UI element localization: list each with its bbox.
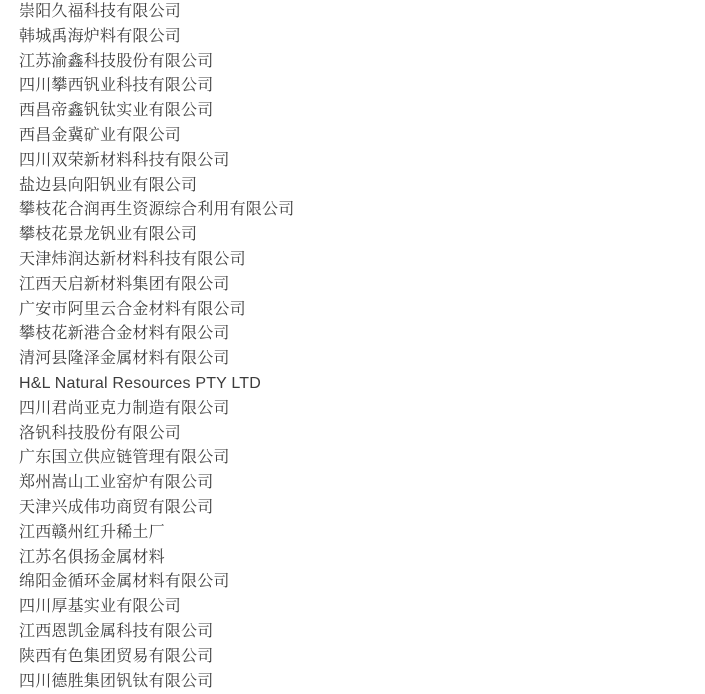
- company-list-item[interactable]: 崇阳久福科技有限公司: [19, 3, 182, 20]
- company-list-item[interactable]: 洛钒科技股份有限公司: [19, 424, 182, 442]
- company-list-item[interactable]: 攀枝花景龙钒业有限公司: [19, 226, 198, 244]
- company-list-item[interactable]: 江西天启新材料集团有限公司: [19, 275, 230, 293]
- company-list-item[interactable]: 西昌帝鑫钒钛实业有限公司: [19, 102, 214, 120]
- company-list-item[interactable]: 四川德胜集团钒钛有限公司: [19, 672, 214, 690]
- company-list-item[interactable]: 四川君尚亚克力制造有限公司: [19, 399, 230, 417]
- company-list-item[interactable]: 四川双荣新材料科技有限公司: [19, 151, 230, 169]
- company-list-item[interactable]: H&L Natural Resources PTY LTD: [19, 374, 262, 392]
- company-list-item[interactable]: 江苏渝鑫科技股份有限公司: [19, 52, 214, 70]
- company-list-item[interactable]: 绵阳金循环金属材料有限公司: [19, 573, 230, 591]
- company-list-item[interactable]: 攀枝花合润再生资源综合利用有限公司: [19, 201, 295, 219]
- company-list-item[interactable]: 韩城禹海炉料有限公司: [19, 27, 182, 45]
- company-list-item[interactable]: 江西恩凯金属科技有限公司: [19, 622, 214, 640]
- company-list-item[interactable]: 江西赣州红升稀土厂: [19, 523, 165, 541]
- company-list-item[interactable]: 盐边县向阳钒业有限公司: [19, 176, 198, 194]
- company-list-item[interactable]: 天津兴成伟功商贸有限公司: [19, 498, 214, 516]
- company-list-item[interactable]: 四川厚基实业有限公司: [19, 598, 182, 616]
- company-list-item[interactable]: 西昌金冀矿业有限公司: [19, 126, 182, 144]
- company-list-item[interactable]: 广东国立供应链管理有限公司: [19, 449, 230, 467]
- company-list-item[interactable]: 江苏名俱扬金属材料: [19, 548, 165, 566]
- company-list-item[interactable]: 郑州嵩山工业窑炉有限公司: [19, 474, 214, 492]
- company-list-item[interactable]: 四川攀西钒业科技有限公司: [19, 77, 214, 95]
- company-list-item[interactable]: 清河县隆泽金属材料有限公司: [19, 350, 230, 368]
- company-list-item[interactable]: 广安市阿里云合金材料有限公司: [19, 300, 246, 318]
- company-list-item[interactable]: 攀枝花新港合金材料有限公司: [19, 325, 230, 343]
- company-list-item[interactable]: 陕西有色集团贸易有限公司: [19, 647, 214, 665]
- company-list-item[interactable]: 天津炜润达新材料科技有限公司: [19, 250, 246, 268]
